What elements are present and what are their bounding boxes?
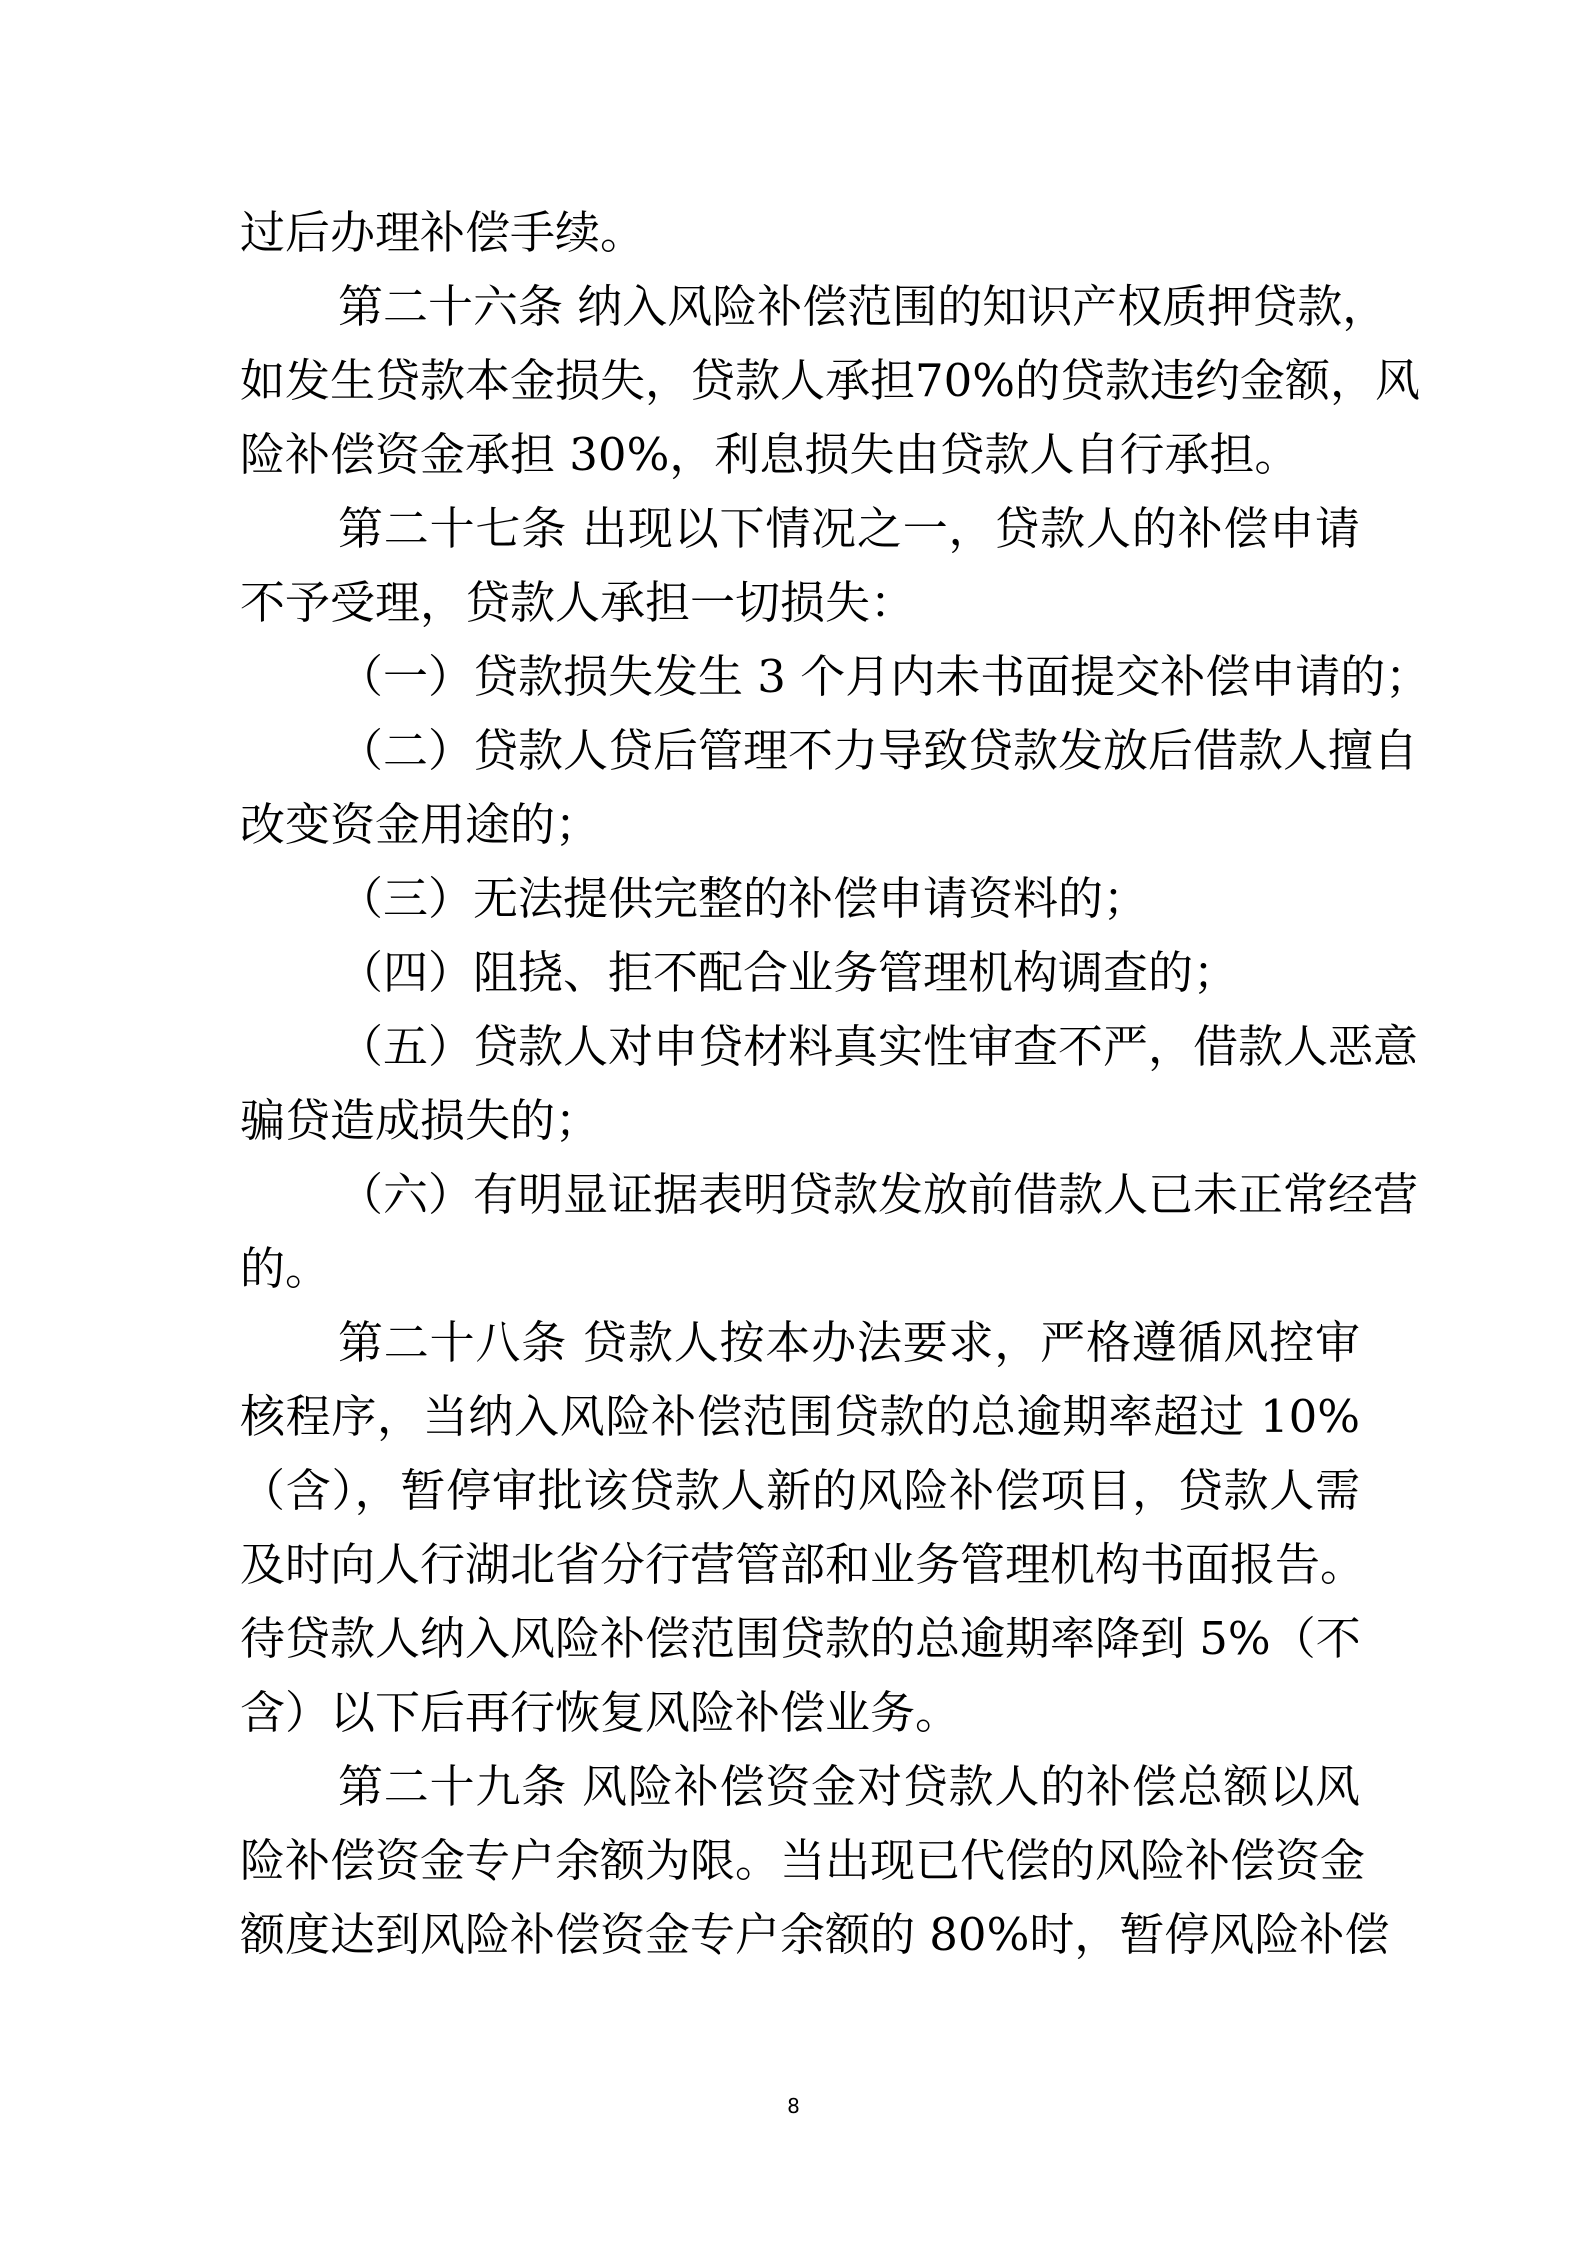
- text-line: 改变资金用途的；: [240, 798, 601, 851]
- text-line: 险补偿资金承担 30%，利息损失由贷款人自行承担。: [240, 428, 1300, 481]
- list-item-4: （四）阻挠、拒不配合业务管理机构调查的；: [338, 946, 1239, 999]
- text-line: 险补偿资金专户余额为限。当出现已代偿的风险补偿资金: [240, 1834, 1366, 1887]
- text-line: 待贷款人纳入风险补偿范围贷款的总逾期率降到 5%（不: [240, 1612, 1361, 1665]
- text-line: 骗贷造成损失的；: [240, 1094, 601, 1147]
- page-number: 8: [787, 2094, 800, 2118]
- text-line: 及时向人行湖北省分行营管部和业务管理机构书面报告。: [240, 1538, 1366, 1591]
- text-line: 的。: [240, 1242, 331, 1295]
- list-item-3: （三）无法提供完整的补偿申请资料的；: [338, 872, 1149, 925]
- text-line: 过后办理补偿手续。: [240, 206, 646, 259]
- text-line: 如发生贷款本金损失，贷款人承担70%的贷款违约金额，风: [240, 354, 1421, 407]
- text-line: （含），暂停审批该贷款人新的风险补偿项目，贷款人需: [240, 1464, 1360, 1517]
- article-29-heading-line: 第二十九条 风险补偿资金对贷款人的补偿总额以风: [338, 1760, 1360, 1813]
- text-line: 核程序，当纳入风险补偿范围贷款的总逾期率超过 10%: [240, 1390, 1360, 1443]
- list-item-1: （一）贷款损失发生 3 个月内未书面提交补偿申请的；: [338, 650, 1431, 703]
- article-28-heading-line: 第二十八条 贷款人按本办法要求，严格遵循风控审: [338, 1316, 1360, 1369]
- list-item-2: （二）贷款人贷后管理不力导致贷款发放后借款人擅自: [338, 724, 1419, 777]
- article-26-heading-line: 第二十六条 纳入风险补偿范围的知识产权质押贷款，: [338, 280, 1388, 333]
- article-27-heading-line: 第二十七条 出现以下情况之一，贷款人的补偿申请: [338, 502, 1360, 555]
- text-line: 额度达到风险补偿资金专户余额的 80%时，暂停风险补偿: [240, 1908, 1390, 1961]
- list-item-5: （五）贷款人对申贷材料真实性审查不严，借款人恶意: [338, 1020, 1419, 1073]
- body-text: [240, 196, 1431, 1972]
- text-line: 不予受理，贷款人承担一切损失：: [240, 576, 916, 629]
- list-item-6: （六）有明显证据表明贷款发放前借款人已未正常经营: [338, 1168, 1419, 1221]
- text-line: 含）以下后再行恢复风险补偿业务。: [240, 1686, 961, 1739]
